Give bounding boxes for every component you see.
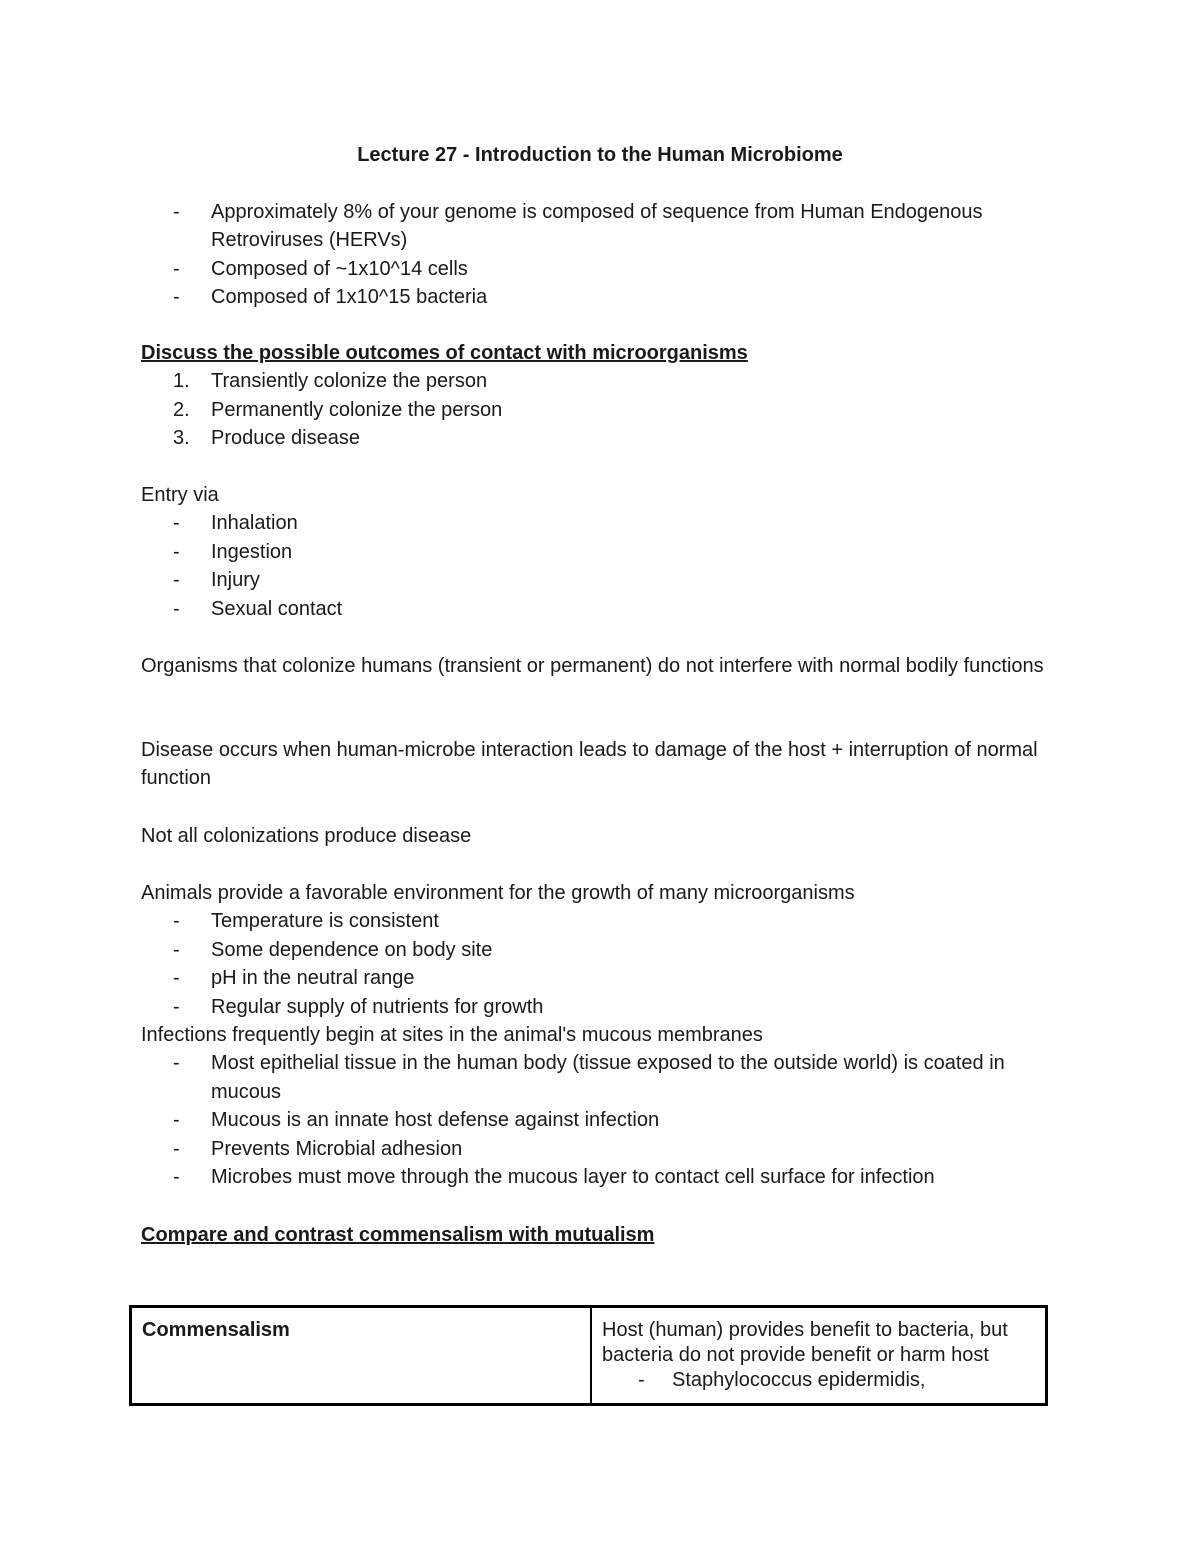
outcomes-heading: Discuss the possible outcomes of contact with microorganisms	[141, 342, 748, 364]
list-item: - Approximately 8% of your genome is composed of sequence from Human Endogenous Retroviruses (HERVs)	[141, 198, 1061, 255]
list-item: 2. Permanently colonize the person	[141, 396, 1061, 424]
dash-marker: -	[173, 995, 180, 1018]
dash-marker: -	[173, 1137, 180, 1160]
definition-cell	[591, 1307, 1047, 1405]
list-item: - Inhalation	[141, 509, 1061, 537]
list-item: - Some dependence on body site	[141, 936, 1061, 964]
list-item: - Mucous is an innate host defense against infection	[141, 1106, 1061, 1134]
outcomes-list	[141, 367, 1061, 452]
dash-marker: -	[173, 257, 180, 280]
dash-marker: -	[173, 286, 180, 309]
table-row	[131, 1307, 1047, 1405]
dash-marker: -	[173, 569, 180, 592]
dash-marker: -	[173, 967, 180, 990]
number-marker: 2.	[173, 398, 190, 421]
outcomes-section	[141, 339, 1061, 453]
entry-section	[141, 481, 1061, 623]
compare-heading: Compare and contrast commensalism with mutualism	[141, 1224, 655, 1246]
not-all-paragraph: Not all colonizations produce disease	[141, 825, 472, 847]
list-item: 3. Produce disease	[141, 424, 1061, 452]
example-item	[602, 1368, 1035, 1393]
intro-bullet-list	[141, 198, 1061, 312]
list-item: - Composed of ~1x10^14 cells	[141, 255, 1061, 283]
entry-label: Entry via	[141, 484, 219, 506]
dash-marker: -	[173, 1052, 180, 1075]
dash-marker: -	[173, 540, 180, 563]
list-item: - Composed of 1x10^15 bacteria	[141, 283, 1061, 311]
entry-list	[141, 509, 1061, 623]
infections-list	[141, 1049, 1061, 1191]
dash-marker: -	[173, 201, 180, 223]
list-item: - Ingestion	[141, 538, 1061, 566]
dash-marker: -	[173, 597, 180, 620]
infections-label: Infections frequently begin at sites in the animal's mucous membranes	[141, 1024, 763, 1047]
number-marker: 3.	[173, 427, 190, 450]
list-item: 1. Transiently colonize the person	[141, 367, 1061, 395]
term-cell: Commensalism	[131, 1307, 592, 1405]
dash-marker: -	[173, 938, 180, 961]
example-text: Staphylococcus epidermidis,	[672, 1369, 926, 1391]
list-item: - Regular supply of nutrients for growth	[141, 993, 1061, 1021]
animals-label: Animals provide a favorable environment for the growth of many microorganisms	[141, 882, 855, 904]
page-title: Lecture 27 - Introduction to the Human Microbiome	[357, 144, 843, 166]
number-marker: 1.	[173, 370, 190, 393]
list-item: - Microbes must move through the mucous layer to contact cell surface for infection	[141, 1163, 1061, 1191]
list-item: - Temperature is consistent	[141, 907, 1061, 935]
list-item: - Most epithelial tissue in the human body (tissue exposed to the outside world) is coated in mucous	[141, 1049, 1061, 1106]
list-item: - Prevents Microbial adhesion	[141, 1135, 1061, 1163]
list-item: - Injury	[141, 566, 1061, 594]
comparison-table	[129, 1305, 1048, 1406]
animals-list	[141, 907, 1061, 1021]
dash-marker: -	[173, 910, 180, 933]
definition-text: Host (human) provides benefit to bacteria, but bacteria do not provide benefit or harm host	[602, 1319, 1008, 1366]
list-item: - pH in the neutral range	[141, 964, 1061, 992]
colonize-paragraph: Organisms that colonize humans (transient or permanent) do not interfere with normal bodily functions	[141, 655, 1044, 677]
disease-paragraph: Disease occurs when human-microbe interaction leads to damage of the host + interruption of normal function	[141, 739, 1038, 790]
dash-marker: -	[173, 1109, 180, 1132]
dash-marker: -	[173, 1166, 180, 1189]
dash-marker: -	[638, 1369, 645, 1391]
dash-marker: -	[173, 512, 180, 535]
list-item: - Sexual contact	[141, 595, 1061, 623]
animals-section	[141, 879, 1061, 1191]
